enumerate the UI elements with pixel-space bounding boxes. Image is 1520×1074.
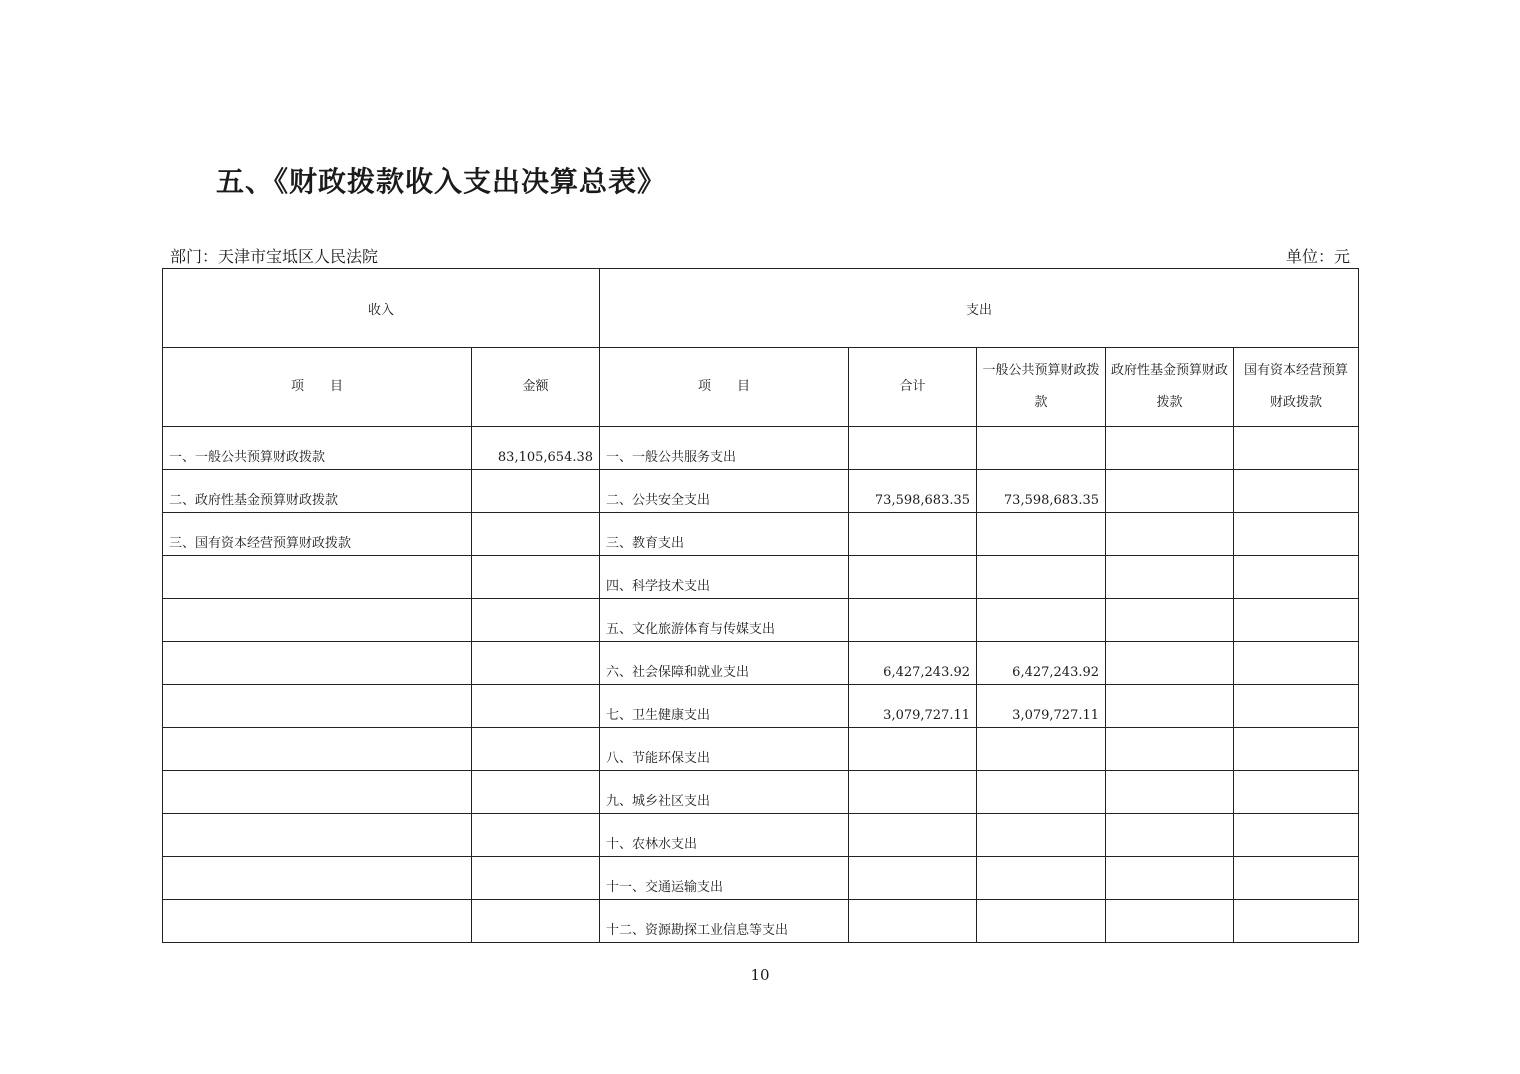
expense-item-cell: 一、一般公共服务支出 bbox=[600, 427, 849, 470]
department-label: 部门：天津市宝坻区人民法院 bbox=[170, 247, 379, 266]
income-item-cell bbox=[163, 685, 472, 728]
state-capital-cell bbox=[1234, 857, 1359, 900]
total-cell bbox=[849, 857, 977, 900]
table-row bbox=[163, 857, 1359, 900]
state-capital-cell bbox=[1234, 427, 1359, 470]
total-cell: 3,079,727.11 bbox=[849, 685, 977, 728]
fund-budget-cell bbox=[1106, 857, 1234, 900]
fund-budget-cell bbox=[1106, 771, 1234, 814]
general-budget-cell bbox=[977, 771, 1106, 814]
fund-budget-cell bbox=[1106, 556, 1234, 599]
fund-budget-cell bbox=[1106, 642, 1234, 685]
income-amount-cell bbox=[472, 556, 600, 599]
expense-section-header: 支出 bbox=[600, 269, 1359, 348]
income-item-cell: 二、政府性基金预算财政拨款 bbox=[163, 470, 472, 513]
income-amount-cell bbox=[472, 642, 600, 685]
income-item-cell bbox=[163, 599, 472, 642]
income-item-cell: 三、国有资本经营预算财政拨款 bbox=[163, 513, 472, 556]
table-row bbox=[163, 814, 1359, 857]
expense-item-cell: 七、卫生健康支出 bbox=[600, 685, 849, 728]
expense-item-cell: 十、农林水支出 bbox=[600, 814, 849, 857]
state-capital-cell bbox=[1234, 470, 1359, 513]
fund-budget-cell bbox=[1106, 513, 1234, 556]
income-amount-cell bbox=[472, 771, 600, 814]
income-item-cell bbox=[163, 556, 472, 599]
table-row bbox=[163, 642, 1359, 685]
expense-item-cell: 五、文化旅游体育与传媒支出 bbox=[600, 599, 849, 642]
income-amount-cell bbox=[472, 900, 600, 943]
income-amount-cell bbox=[472, 685, 600, 728]
total-cell: 73,598,683.35 bbox=[849, 470, 977, 513]
total-cell bbox=[849, 427, 977, 470]
general-budget-cell: 6,427,243.92 bbox=[977, 642, 1106, 685]
income-item-cell bbox=[163, 728, 472, 771]
section-header-row bbox=[163, 269, 1359, 348]
general-budget-cell: 73,598,683.35 bbox=[977, 470, 1106, 513]
total-header: 合计 bbox=[849, 348, 977, 427]
income-amount-cell bbox=[472, 728, 600, 771]
state-capital-cell bbox=[1234, 900, 1359, 943]
total-cell bbox=[849, 771, 977, 814]
income-item-cell bbox=[163, 857, 472, 900]
total-cell bbox=[849, 513, 977, 556]
income-section-header: 收入 bbox=[163, 269, 600, 348]
fund-budget-cell bbox=[1106, 814, 1234, 857]
document-title: 五、《财政拨款收入支出决算总表》 bbox=[216, 165, 667, 198]
expense-item-header: 项 目 bbox=[600, 348, 849, 427]
table-row bbox=[163, 685, 1359, 728]
expense-item-cell: 九、城乡社区支出 bbox=[600, 771, 849, 814]
expense-item-cell: 十二、资源勘探工业信息等支出 bbox=[600, 900, 849, 943]
table-row bbox=[163, 728, 1359, 771]
fund-budget-cell bbox=[1106, 728, 1234, 771]
income-amount-cell bbox=[472, 857, 600, 900]
income-amount-header: 金额 bbox=[472, 348, 600, 427]
general-budget-header: 一般公共预算财政拨款 bbox=[977, 348, 1106, 427]
state-capital-cell bbox=[1234, 685, 1359, 728]
total-cell bbox=[849, 599, 977, 642]
general-budget-cell bbox=[977, 857, 1106, 900]
income-item-cell: 一、一般公共预算财政拨款 bbox=[163, 427, 472, 470]
income-amount-cell: 83,105,654.38 bbox=[472, 427, 600, 470]
financial-summary-table bbox=[162, 268, 1359, 943]
income-amount-cell bbox=[472, 513, 600, 556]
fund-budget-cell bbox=[1106, 900, 1234, 943]
fund-budget-cell bbox=[1106, 685, 1234, 728]
column-header-row bbox=[163, 348, 1359, 427]
total-cell bbox=[849, 814, 977, 857]
state-capital-header: 国有资本经营预算财政拨款 bbox=[1234, 348, 1359, 427]
table-row bbox=[163, 427, 1359, 470]
expense-item-cell: 三、教育支出 bbox=[600, 513, 849, 556]
state-capital-cell bbox=[1234, 771, 1359, 814]
general-budget-cell bbox=[977, 814, 1106, 857]
income-amount-cell bbox=[472, 814, 600, 857]
income-amount-cell bbox=[472, 470, 600, 513]
table-row bbox=[163, 556, 1359, 599]
table-row bbox=[163, 771, 1359, 814]
fund-budget-cell bbox=[1106, 599, 1234, 642]
expense-item-cell: 十一、交通运输支出 bbox=[600, 857, 849, 900]
table-row bbox=[163, 470, 1359, 513]
income-item-cell bbox=[163, 814, 472, 857]
income-item-header: 项 目 bbox=[163, 348, 472, 427]
income-item-cell bbox=[163, 771, 472, 814]
table-row bbox=[163, 599, 1359, 642]
general-budget-cell: 3,079,727.11 bbox=[977, 685, 1106, 728]
state-capital-cell bbox=[1234, 642, 1359, 685]
expense-item-cell: 二、公共安全支出 bbox=[600, 470, 849, 513]
state-capital-cell bbox=[1234, 556, 1359, 599]
expense-item-cell: 八、节能环保支出 bbox=[600, 728, 849, 771]
table-row bbox=[163, 513, 1359, 556]
total-cell bbox=[849, 900, 977, 943]
general-budget-cell bbox=[977, 900, 1106, 943]
state-capital-cell bbox=[1234, 814, 1359, 857]
page-number: 10 bbox=[750, 966, 770, 984]
total-cell: 6,427,243.92 bbox=[849, 642, 977, 685]
income-amount-cell bbox=[472, 599, 600, 642]
general-budget-cell bbox=[977, 513, 1106, 556]
total-cell bbox=[849, 556, 977, 599]
expense-item-cell: 四、科学技术支出 bbox=[600, 556, 849, 599]
expense-item-cell: 六、社会保障和就业支出 bbox=[600, 642, 849, 685]
table-row bbox=[163, 900, 1359, 943]
state-capital-cell bbox=[1234, 728, 1359, 771]
fund-budget-cell bbox=[1106, 427, 1234, 470]
general-budget-cell bbox=[977, 599, 1106, 642]
unit-label: 单位：元 bbox=[1285, 247, 1350, 266]
fund-budget-cell bbox=[1106, 470, 1234, 513]
state-capital-cell bbox=[1234, 599, 1359, 642]
income-item-cell bbox=[163, 642, 472, 685]
income-item-cell bbox=[163, 900, 472, 943]
fund-budget-header: 政府性基金预算财政拨款 bbox=[1106, 348, 1234, 427]
general-budget-cell bbox=[977, 427, 1106, 470]
total-cell bbox=[849, 728, 977, 771]
state-capital-cell bbox=[1234, 513, 1359, 556]
general-budget-cell bbox=[977, 728, 1106, 771]
general-budget-cell bbox=[977, 556, 1106, 599]
